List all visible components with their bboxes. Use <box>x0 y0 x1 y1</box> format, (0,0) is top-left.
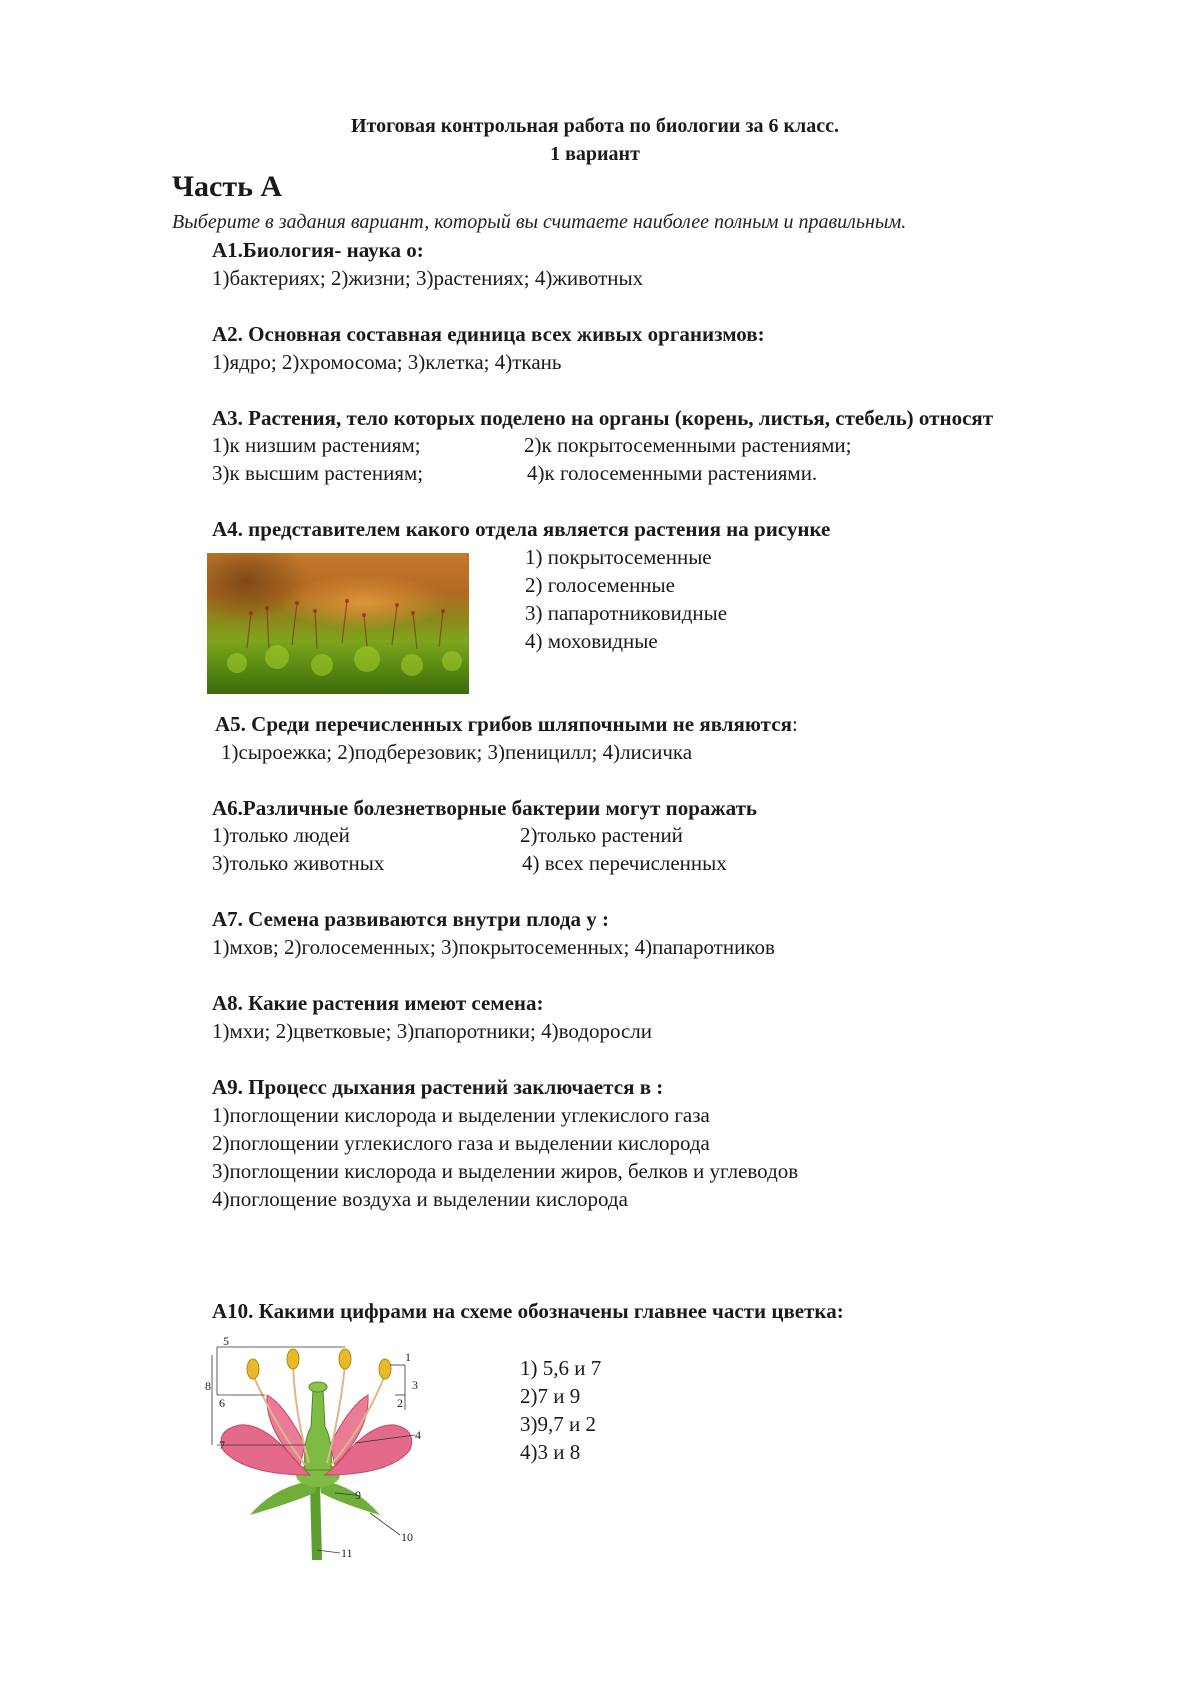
option-a6-2: 2)только растений <box>520 823 683 847</box>
anther-3 <box>339 1349 351 1369</box>
flower-label-7: 7 <box>219 1438 225 1452</box>
options-a8: 1)мхи; 2)цветковые; 3)папоротники; 4)водоросли <box>212 1019 653 1043</box>
question-a5-colon: : <box>791 712 798 736</box>
flower-label-11: 11 <box>341 1546 353 1560</box>
option-a3-1: 1)к низшим растениям; <box>212 433 421 457</box>
flower-label-10: 10 <box>401 1530 413 1544</box>
option-a10-2: 2)7 и 9 <box>520 1384 581 1408</box>
option-a4-3: 3) папаротниковидные <box>525 601 728 625</box>
variant-label: 1 вариант <box>550 143 640 165</box>
question-a1: А1.Биология- наука о: <box>212 238 424 262</box>
page-title: Итоговая контрольная работа по биологии за 6 класс. <box>350 115 839 137</box>
question-a7: А7. Семена развиваются внутри плода у : <box>212 907 609 931</box>
option-a4-2: 2) голосеменные <box>525 573 675 597</box>
flower-label-1: 1 <box>405 1350 411 1364</box>
question-a8: А8. Какие растения имеют семена: <box>212 991 544 1015</box>
anther-2 <box>287 1349 299 1369</box>
flower-label-6: 6 <box>219 1396 225 1410</box>
option-a6-1: 1)только людей <box>212 823 350 847</box>
flower-label-8: 8 <box>205 1379 211 1393</box>
question-a10: А10. Какими цифрами на схеме обозначены главнее части цветка: <box>212 1299 844 1323</box>
question-a9: А9. Процесс дыхания растений заключается в : <box>212 1075 664 1099</box>
flower-stem <box>315 1485 317 1560</box>
option-a10-3: 3)9,7 и 2 <box>520 1412 596 1436</box>
option-a10-4: 4)3 и 8 <box>520 1440 581 1464</box>
options-a5: 1)сыроежка; 2)подберезовик; 3)пеницилл; 4)лисичка <box>221 740 693 764</box>
instruction: Выберите в задания вариант, который вы считаете наиболее полным и правильным. <box>172 211 907 233</box>
option-a4-4: 4) моховидные <box>525 629 658 653</box>
option-a10-1: 1) 5,6 и 7 <box>520 1356 602 1380</box>
option-a3-2: 2)к покрытосеменными растениями; <box>524 433 852 457</box>
flower-label-9: 9 <box>355 1488 361 1502</box>
question-a5 <box>215 712 798 737</box>
flower-label-2: 2 <box>397 1396 403 1410</box>
flower-label-4: 4 <box>415 1428 421 1442</box>
flower-label-3: 3 <box>412 1378 418 1392</box>
option-a3-3: 3)к высшим растениям; <box>212 461 424 485</box>
question-a2: А2. Основная составная единица всех живых организмов: <box>212 322 765 346</box>
option-a6-3: 3)только животных <box>212 851 385 875</box>
options-a2: 1)ядро; 2)хромосома; 3)клетка; 4)ткань <box>212 350 562 374</box>
moss-photo <box>207 553 469 694</box>
anther-1 <box>247 1359 259 1379</box>
anther-4 <box>379 1359 391 1379</box>
flower-diagram <box>205 1335 455 1570</box>
question-a6: А6.Различные болезнетворные бактерии могут поражать <box>212 796 758 820</box>
option-a3-4: 4)к голосеменными растениями. <box>527 461 818 485</box>
option-a9-1: 1)поглощении кислорода и выделении углекислого газа <box>212 1103 710 1127</box>
options-a1: 1)бактериях; 2)жизни; 3)растениях; 4)животных <box>212 266 644 290</box>
option-a9-3: 3)поглощении кислорода и выделении жиров, белков и углеводов <box>212 1159 799 1183</box>
option-a6-4: 4) всех перечисленных <box>522 851 727 875</box>
option-a9-2: 2)поглощении углекислого газа и выделении кислорода <box>212 1131 710 1155</box>
question-a4: А4. представителем какого отдела является растения на рисунке <box>212 517 831 541</box>
option-a4-1: 1) покрытосеменные <box>525 545 712 569</box>
question-a5-text: А5. Среди перечисленных грибов шляпочными не являются <box>215 712 792 736</box>
stigma <box>309 1382 327 1392</box>
options-a7: 1)мхов; 2)голосеменных; 3)покрытосеменных; 4)папаротников <box>212 935 775 959</box>
option-a9-4: 4)поглощение воздуха и выделении кислорода <box>212 1187 628 1211</box>
flower-label-5: 5 <box>223 1335 229 1348</box>
question-a3: А3. Растения, тело которых поделено на органы (корень, листья, стебель) относят <box>212 406 994 430</box>
part-heading: Часть А <box>172 170 283 203</box>
